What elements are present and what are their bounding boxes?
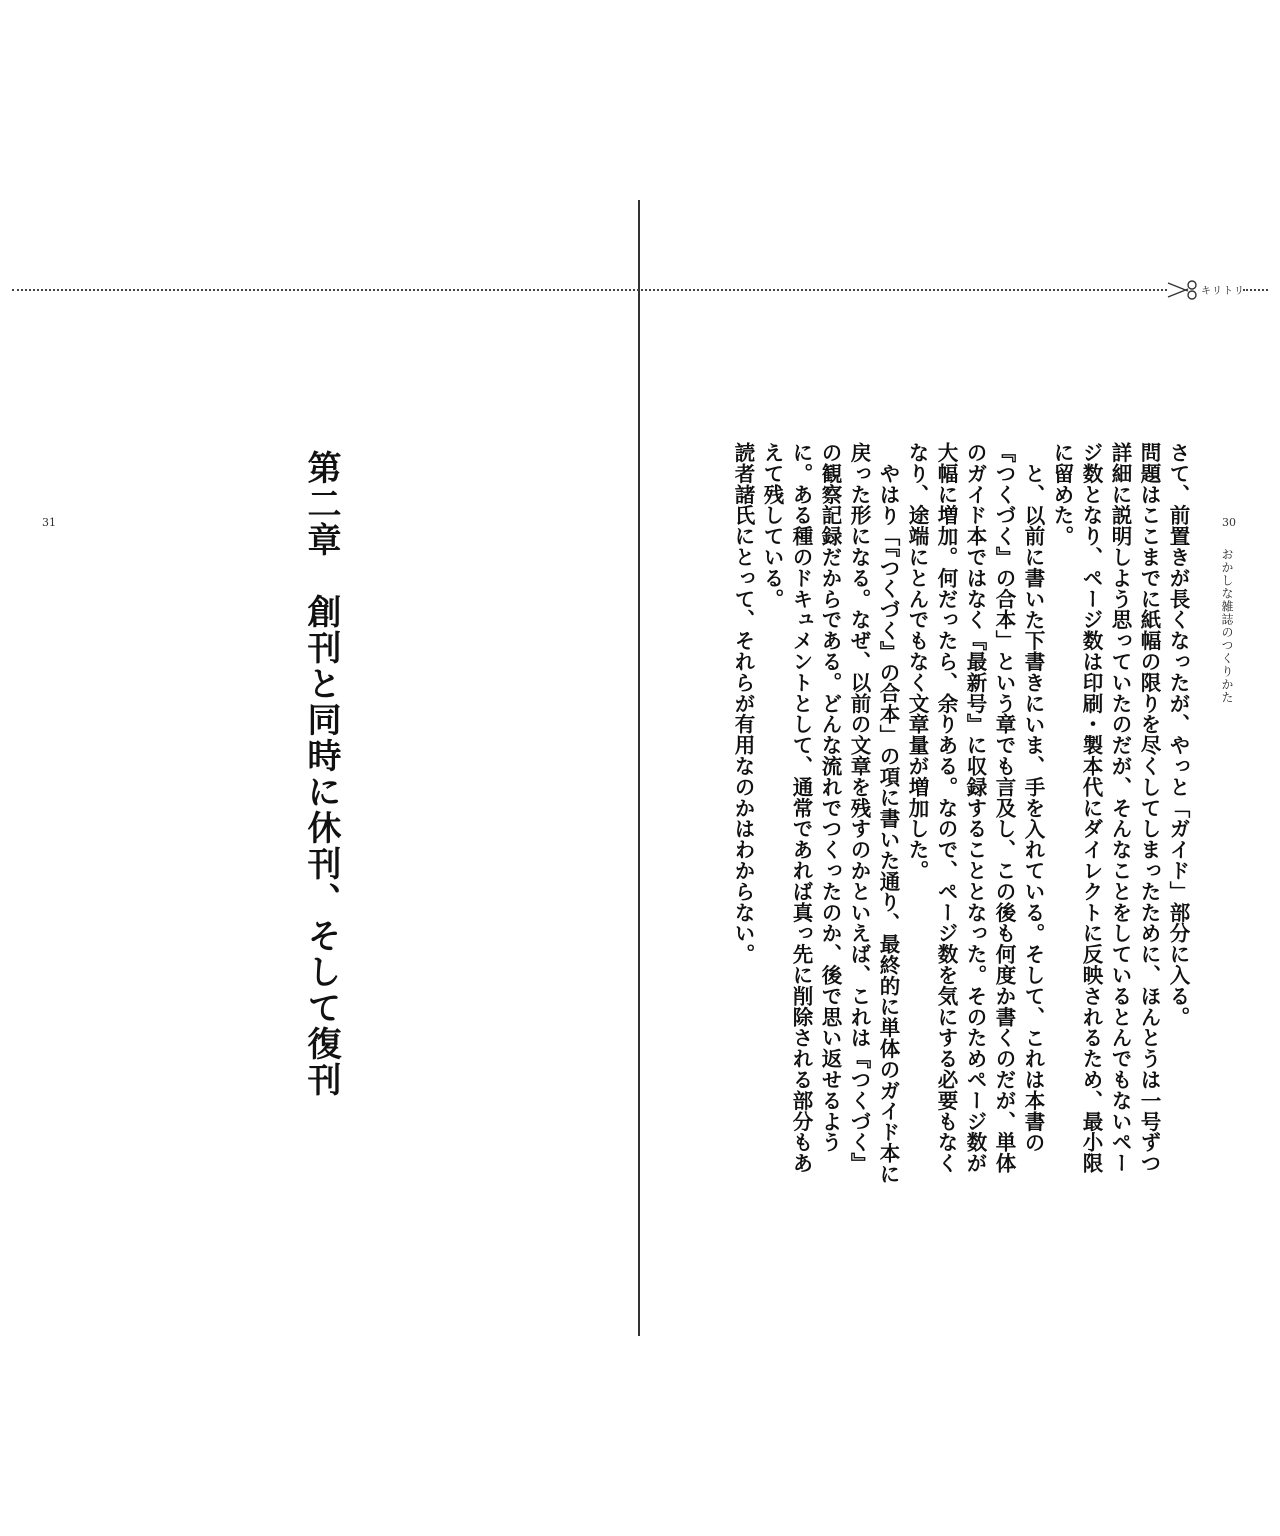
paragraph-5: 読者諸氏にとって、それらが有用なのかはわからない。 bbox=[731, 442, 755, 965]
right-page-number: 30 bbox=[1222, 516, 1236, 529]
running-title: おかしな雑誌のつくりかた bbox=[1220, 548, 1234, 704]
page-gutter bbox=[638, 200, 640, 1336]
left-page-number: 31 bbox=[42, 516, 56, 529]
paragraph-3: と、以前に書いた下書きにいま、手を入れている。そして、これは本書の『つくづく』の合本」という章でも言及し、この後も何度か書くのだが、単体のガイド本ではなく『最新号』に収録することとなった。そのためページ数が大幅に増加。何だったら、余りある。なので、ページ数を気にする必要もなくなり、途端にとんでもなく文章量が増加した。 bbox=[905, 442, 1045, 1174]
cut-line-label: キリトリ bbox=[1201, 286, 1245, 297]
cut-line-end bbox=[1243, 289, 1268, 291]
chapter-title: 第二章 創刊と同時に休刊、そして復刊 bbox=[301, 450, 341, 1098]
scissors-icon bbox=[1166, 278, 1200, 302]
paragraph-2: 問題はここまでに紙幅の限りを尽くしてしまったために、ほんとうは一号ずつ詳細に説明しよう思っていたのだが、そんなことをしているとんでもないページ数となり、ページ数は印刷・製本代にダイレクトに反映されるため、最小限に留めた。 bbox=[1050, 442, 1161, 1174]
cut-line bbox=[12, 289, 1167, 291]
paragraph-4: やはり「『つくづく』の合本」の項に書いた通り、最終的に単体のガイド本に戻った形になる。なぜ、以前の文章を残すのかといえば、これは『つくづく』の観察記録だからである。どんな流れでつくったのか、後で思い返せるように。ある種のドキュメントとして、通常であれば真っ先に削除される部分もあえて残している。 bbox=[760, 442, 900, 1184]
body-text bbox=[728, 442, 1192, 1192]
paragraph-1: さて、前置きが長くなったが、やっと「ガイド」部分に入る。 bbox=[1166, 442, 1190, 1028]
